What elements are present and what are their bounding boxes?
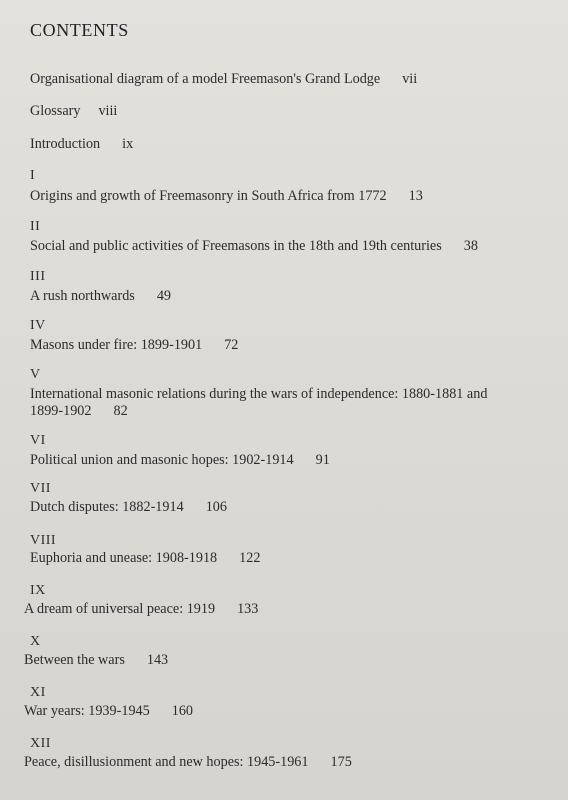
entry-page: ix [122, 136, 134, 152]
entry-page: 49 [156, 288, 172, 304]
chapter-numeral: VII [30, 481, 51, 496]
toc-entry-chapter-1[interactable] [30, 188, 423, 205]
entry-title-line1: International masonic relations during the wars of independence: 1880-1881 and [30, 386, 488, 402]
chapter-numeral: IX [30, 583, 46, 598]
entry-page: 133 [237, 601, 259, 617]
toc-entry-diagram[interactable] [30, 71, 417, 88]
entry-title-line2: 1899-1902 [30, 403, 92, 419]
toc-entry-chapter-3[interactable] [30, 288, 171, 305]
chapter-numeral: IV [30, 318, 46, 333]
entry-title: War years: 1939-1945 [24, 703, 150, 719]
entry-title: Between the wars [24, 652, 125, 668]
toc-entry-chapter-9[interactable] [24, 601, 258, 618]
entry-title: Introduction [30, 136, 101, 152]
entry-title: Glossary [30, 103, 81, 119]
entry-page: 143 [146, 652, 169, 668]
entry-page: 82 [113, 403, 128, 419]
entry-title: A rush northwards [30, 288, 135, 304]
entry-page: 106 [205, 499, 227, 515]
entry-title: Euphoria and unease: 1908-1918 [30, 550, 218, 566]
toc-entry-chapter-12[interactable] [24, 754, 352, 771]
toc-entry-chapter-11[interactable] [24, 703, 193, 720]
entry-page: 13 [408, 188, 423, 204]
toc-entry-chapter-6[interactable] [30, 452, 330, 469]
chapter-numeral: XI [30, 685, 46, 700]
entry-title: Peace, disillusionment and new hopes: 1945-1961 [24, 754, 309, 770]
entry-title: A dream of universal peace: 1919 [24, 601, 216, 617]
toc-entry-chapter-5[interactable] [30, 386, 487, 403]
chapter-numeral: XII [30, 736, 51, 751]
entry-page: 160 [171, 703, 194, 719]
chapter-numeral: V [30, 367, 41, 382]
toc-entry-introduction[interactable] [30, 136, 133, 153]
entry-title: Organisational diagram of a model Freemason's Grand Lodge [30, 71, 381, 87]
toc-entry-glossary[interactable] [30, 103, 117, 120]
chapter-numeral: VI [30, 433, 46, 448]
entry-page: 72 [224, 337, 239, 353]
entry-page: vii [402, 71, 418, 87]
chapter-numeral: III [30, 269, 46, 284]
chapter-numeral: I [30, 168, 36, 183]
entry-title: Political union and masonic hopes: 1902-1914 [30, 452, 294, 468]
toc-entry-chapter-7[interactable] [30, 499, 227, 516]
entry-page: 38 [463, 238, 478, 254]
entry-title: Dutch disputes: 1882-1914 [30, 499, 184, 515]
toc-entry-chapter-5-cont[interactable] [30, 403, 128, 420]
chapter-numeral: VIII [30, 533, 57, 548]
chapter-numeral: X [30, 634, 41, 649]
toc-entry-chapter-8[interactable] [30, 550, 260, 567]
entry-title: Masons under fire: 1899-1901 [30, 337, 203, 353]
toc-entry-chapter-4[interactable] [30, 337, 238, 354]
toc-entry-chapter-2[interactable] [30, 238, 478, 255]
page-title: CONTENTS [30, 20, 129, 40]
entry-title: Origins and growth of Freemasonry in South Africa from 1772 [30, 188, 387, 204]
entry-page: viii [98, 103, 118, 119]
entry-page: 175 [330, 754, 352, 770]
entry-page: 122 [239, 550, 261, 566]
entry-page: 91 [315, 452, 330, 468]
toc-entry-chapter-10[interactable] [24, 652, 168, 669]
entry-title: Social and public activities of Freemasons in the 18th and 19th centuries [30, 238, 442, 254]
chapter-numeral: II [30, 219, 41, 234]
